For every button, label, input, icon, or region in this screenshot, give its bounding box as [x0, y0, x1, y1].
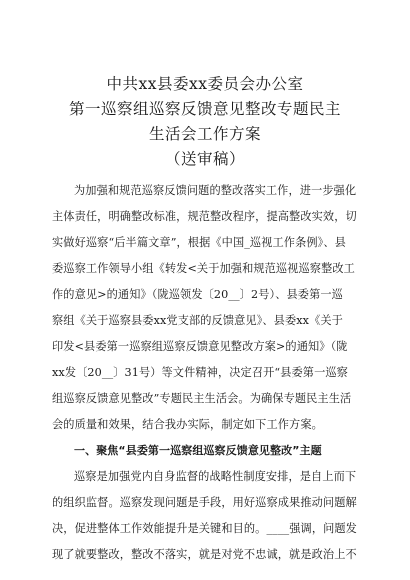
body-line-13: 的组织监督。巡察发现问题是手段，用好巡察成果推动问题解: [52, 496, 357, 509]
title-line-2: 第一巡察组巡察反馈意见整改专题民主: [68, 100, 341, 118]
title-line-4: （送审稿）: [164, 150, 245, 168]
body-line-15: 现了就要整改，整改不落实，就是对党不忠诚，就是政治上不: [52, 548, 357, 561]
body-line-5: 作的意见>的通知》（陇巡领发〔20__〕2号）、县委第一巡: [52, 288, 343, 301]
title-line-1: 中共xx县委xx委员会办公室: [106, 75, 304, 93]
body-line-8: xx发〔20__〕31号）等文件精神，决定召开“县委第一巡察: [52, 366, 348, 379]
body-line-2: 主体责任，明确整改标准，规范整改程序，提高整改实效，切: [52, 210, 357, 223]
document-body: [52, 178, 358, 568]
body-line-1: 为加强和规范巡察反馈问题的整改落实工作，进一步强化: [74, 184, 357, 197]
body-line-7: 印发<县委第一巡察组巡察反馈意见整改方案>的通知》（陇: [52, 340, 348, 353]
body-line-9: 组巡察反馈意见整改”专题民主生活会。为确保专题民主生活: [52, 392, 352, 405]
section-heading-1: 一、聚焦“县委第一巡察组巡察反馈意见整改”主题: [74, 444, 322, 457]
body-line-3: 实做好巡察“后半篇文章”，根据《中国_巡视工作条例》、县: [52, 236, 346, 249]
body-line-12: 巡察是加强党内自身监督的战略性制度安排，是自上而下: [74, 470, 357, 483]
body-line-14: 决，促进整体工作效能提升是关键和目的。____强调，问题发: [52, 522, 357, 535]
body-line-4: 委巡察工作领导小组《转发<关于加强和规范巡视巡察整改工: [52, 262, 355, 275]
body-line-6: 察组《关于巡察县委xx党支部的反馈意见》、县委xx《关于: [52, 314, 343, 327]
title-line-3: 生活会工作方案: [148, 125, 261, 143]
body-line-10: 会的质量和效果，结合我办实际，制定如下工作方案。: [52, 418, 323, 431]
